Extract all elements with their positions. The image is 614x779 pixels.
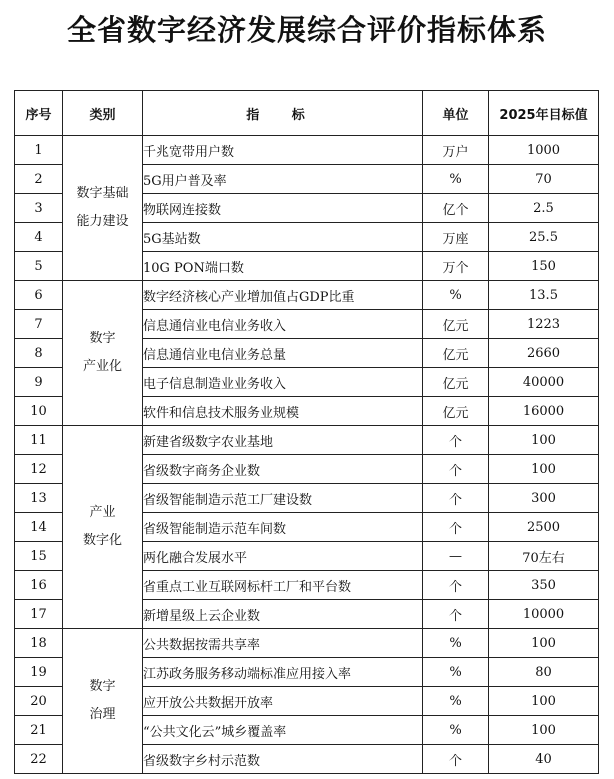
row-number: 12 (15, 455, 63, 484)
unit: — (423, 542, 489, 571)
target-value: 100 (489, 629, 599, 658)
row-number: 11 (15, 426, 63, 455)
target-value: 2660 (489, 339, 599, 368)
table-body (15, 136, 599, 774)
indicator-name: 5G用户普及率 (143, 165, 423, 194)
target-value: 350 (489, 571, 599, 600)
row-number: 20 (15, 687, 63, 716)
row-number: 14 (15, 513, 63, 542)
target-value: 1223 (489, 310, 599, 339)
document-title: 全省数字经济发展综合评价指标体系 (66, 13, 547, 47)
category-label-line: 能力建设 (76, 214, 129, 229)
indicator-name: 电子信息制造业业务收入 (143, 368, 423, 397)
category-cell (63, 629, 143, 774)
category-label-line: 数字基础 (76, 186, 129, 201)
unit: % (423, 165, 489, 194)
target-value: 80 (489, 658, 599, 687)
category-label-line: 治理 (89, 707, 116, 722)
category-cell (63, 136, 143, 281)
category-label-line: 产业 (89, 505, 116, 520)
category-cell (63, 426, 143, 629)
indicator-name: 10G PON端口数 (143, 252, 423, 281)
row-number: 17 (15, 600, 63, 629)
indicator-name: 千兆宽带用户数 (143, 136, 423, 165)
row-number: 3 (15, 194, 63, 223)
row-number: 18 (15, 629, 63, 658)
indicator-name: 公共数据按需共享率 (143, 629, 423, 658)
target-value: 70左右 (489, 542, 599, 571)
row-number: 21 (15, 716, 63, 745)
table-header-row (15, 91, 599, 136)
unit: 万户 (423, 136, 489, 165)
indicator-name: 信息通信业电信业务收入 (143, 310, 423, 339)
indicator-name: 物联网连接数 (143, 194, 423, 223)
unit: 个 (423, 513, 489, 542)
unit: 个 (423, 426, 489, 455)
target-value: 10000 (489, 600, 599, 629)
target-value: 13.5 (489, 281, 599, 310)
row-number: 16 (15, 571, 63, 600)
row-number: 10 (15, 397, 63, 426)
row-number: 22 (15, 745, 63, 774)
target-value: 100 (489, 455, 599, 484)
target-value: 40000 (489, 368, 599, 397)
indicator-name: 软件和信息技术服务业规模 (143, 397, 423, 426)
target-value: 2.5 (489, 194, 599, 223)
row-number: 5 (15, 252, 63, 281)
category-label-line: 数字 (89, 331, 116, 346)
unit: 个 (423, 745, 489, 774)
indicator-name: 省级智能制造示范车间数 (143, 513, 423, 542)
unit: % (423, 629, 489, 658)
unit: 个 (423, 484, 489, 513)
target-value: 100 (489, 426, 599, 455)
unit: 个 (423, 600, 489, 629)
row-number: 6 (15, 281, 63, 310)
indicator-table (14, 90, 599, 774)
row-number: 1 (15, 136, 63, 165)
target-value: 100 (489, 687, 599, 716)
header-target: 2025年目标值 (489, 91, 599, 136)
indicator-name: 省重点工业互联网标杆工厂和平台数 (143, 571, 423, 600)
header-category: 类别 (63, 91, 143, 136)
indicator-name: 新建省级数字农业基地 (143, 426, 423, 455)
row-number: 4 (15, 223, 63, 252)
indicator-name: 数字经济核心产业增加值占GDP比重 (143, 281, 423, 310)
unit: 个 (423, 571, 489, 600)
category-label-line: 数字 (89, 679, 116, 694)
target-value: 100 (489, 716, 599, 745)
indicator-name: 信息通信业电信业务总量 (143, 339, 423, 368)
target-value: 2500 (489, 513, 599, 542)
indicator-name: 5G基站数 (143, 223, 423, 252)
indicator-name: 两化融合发展水平 (143, 542, 423, 571)
unit: 亿元 (423, 339, 489, 368)
target-value: 40 (489, 745, 599, 774)
unit: % (423, 687, 489, 716)
unit: 万个 (423, 252, 489, 281)
category-cell (63, 281, 143, 426)
unit: 亿元 (423, 397, 489, 426)
target-value: 16000 (489, 397, 599, 426)
target-value: 70 (489, 165, 599, 194)
row-number: 9 (15, 368, 63, 397)
row-number: 2 (15, 165, 63, 194)
unit: 亿个 (423, 194, 489, 223)
header-no: 序号 (15, 91, 63, 136)
indicator-name: 省级数字商务企业数 (143, 455, 423, 484)
table-row (15, 281, 599, 310)
indicator-name: 省级智能制造示范工厂建设数 (143, 484, 423, 513)
table-row (15, 629, 599, 658)
row-number: 19 (15, 658, 63, 687)
header-unit: 单位 (423, 91, 489, 136)
unit: % (423, 658, 489, 687)
unit: % (423, 716, 489, 745)
indicator-name: 江苏政务服务移动端标准应用接入率 (143, 658, 423, 687)
indicator-name: “公共文化云”城乡覆盖率 (143, 716, 423, 745)
unit: % (423, 281, 489, 310)
table-row (15, 426, 599, 455)
row-number: 8 (15, 339, 63, 368)
table-row (15, 136, 599, 165)
target-value: 25.5 (489, 223, 599, 252)
category-label-line: 数字化 (82, 533, 122, 548)
unit: 个 (423, 455, 489, 484)
unit: 亿元 (423, 310, 489, 339)
unit: 万座 (423, 223, 489, 252)
target-value: 300 (489, 484, 599, 513)
row-number: 7 (15, 310, 63, 339)
target-value: 150 (489, 252, 599, 281)
header-indicator-label: 指 标 (246, 107, 319, 123)
category-label-line: 产业化 (82, 359, 122, 374)
indicator-name: 省级数字乡村示范数 (143, 745, 423, 774)
header-indicator (143, 91, 423, 136)
indicator-name: 新增星级上云企业数 (143, 600, 423, 629)
target-value: 1000 (489, 136, 599, 165)
row-number: 15 (15, 542, 63, 571)
indicator-name: 应开放公共数据开放率 (143, 687, 423, 716)
unit: 亿元 (423, 368, 489, 397)
row-number: 13 (15, 484, 63, 513)
